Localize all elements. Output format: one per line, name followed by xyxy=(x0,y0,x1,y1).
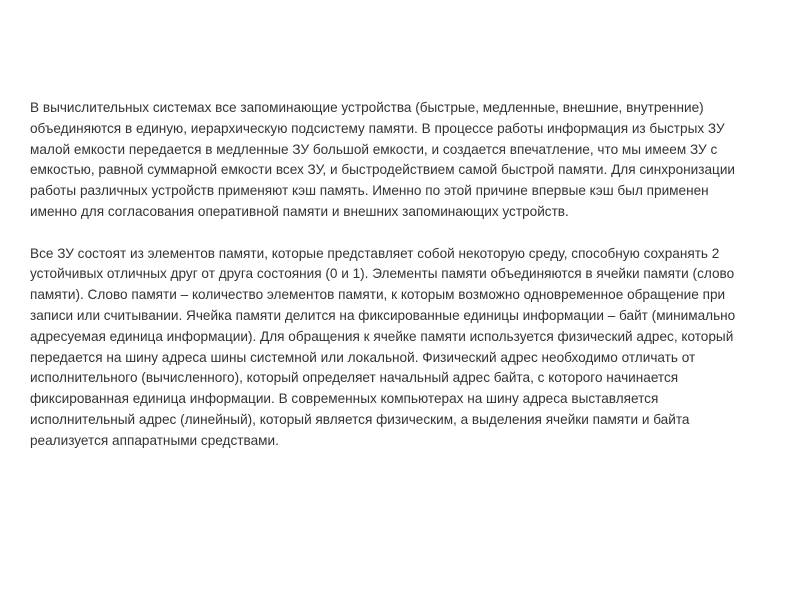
text-line: емкостью, равной суммарной емкости всех ЗУ, и быстродействием самой быстрой памяти. Для синхронизации xyxy=(30,162,736,178)
text-line: работы различных устройств применяют кэш память. Именно по этой причине впервые кэш был применен xyxy=(30,183,709,199)
text-line: Все ЗУ состоят из элементов памяти, которые представляет собой некоторую среду, способную сохранять 2 xyxy=(30,245,720,261)
text-block xyxy=(30,98,775,452)
text-line: записи или считывании. Ячейка памяти делится на фиксированные единицы информации – байт (минимально xyxy=(30,307,736,323)
text-line: исполнительный адрес (линейный), который является физическим, а выделения ячейки памяти и байта xyxy=(30,411,690,427)
paragraph-1 xyxy=(30,98,775,223)
text-line: объединяются в единую, иерархическую подсистему памяти. В процессе работы информация из быстрых ЗУ xyxy=(30,120,725,136)
text-line: именно для согласования оперативной памяти и внешних запоминающих устройств. xyxy=(30,203,569,219)
paragraph-spacer xyxy=(30,223,775,244)
text-line: фиксированная единица информации. В современных компьютерах на шину адреса выставляется xyxy=(30,391,659,407)
text-line: устойчивых отличных друг от друга состояния (0 и 1). Элементы памяти объединяются в ячейки памяти (слово xyxy=(30,266,735,282)
text-line: малой емкости передается в медленные ЗУ большой емкости, и создается впечатление, что мы имеем ЗУ с xyxy=(30,141,718,157)
text-line: В вычислительных системах все запоминающие устройства (быстрые, медленные, внешние, внутренние) xyxy=(30,100,704,115)
text-line: исполнительного (вычисленного), который определяет начальный адрес байта, с которого начинается xyxy=(30,370,679,386)
text-line: памяти). Слово памяти – количество элементов памяти, к которым возможно одновременное обращение при xyxy=(30,287,726,303)
text-line: передается на шину адреса шины системной или локальной. Физический адрес необходимо отличать от xyxy=(30,349,696,365)
text-line: реализуется аппаратными средствами. xyxy=(30,432,279,448)
paragraph-2 xyxy=(30,244,775,452)
text-line: адресуемая единица информации). Для обращения к ячейке памяти используется физический адрес, который xyxy=(30,328,734,344)
